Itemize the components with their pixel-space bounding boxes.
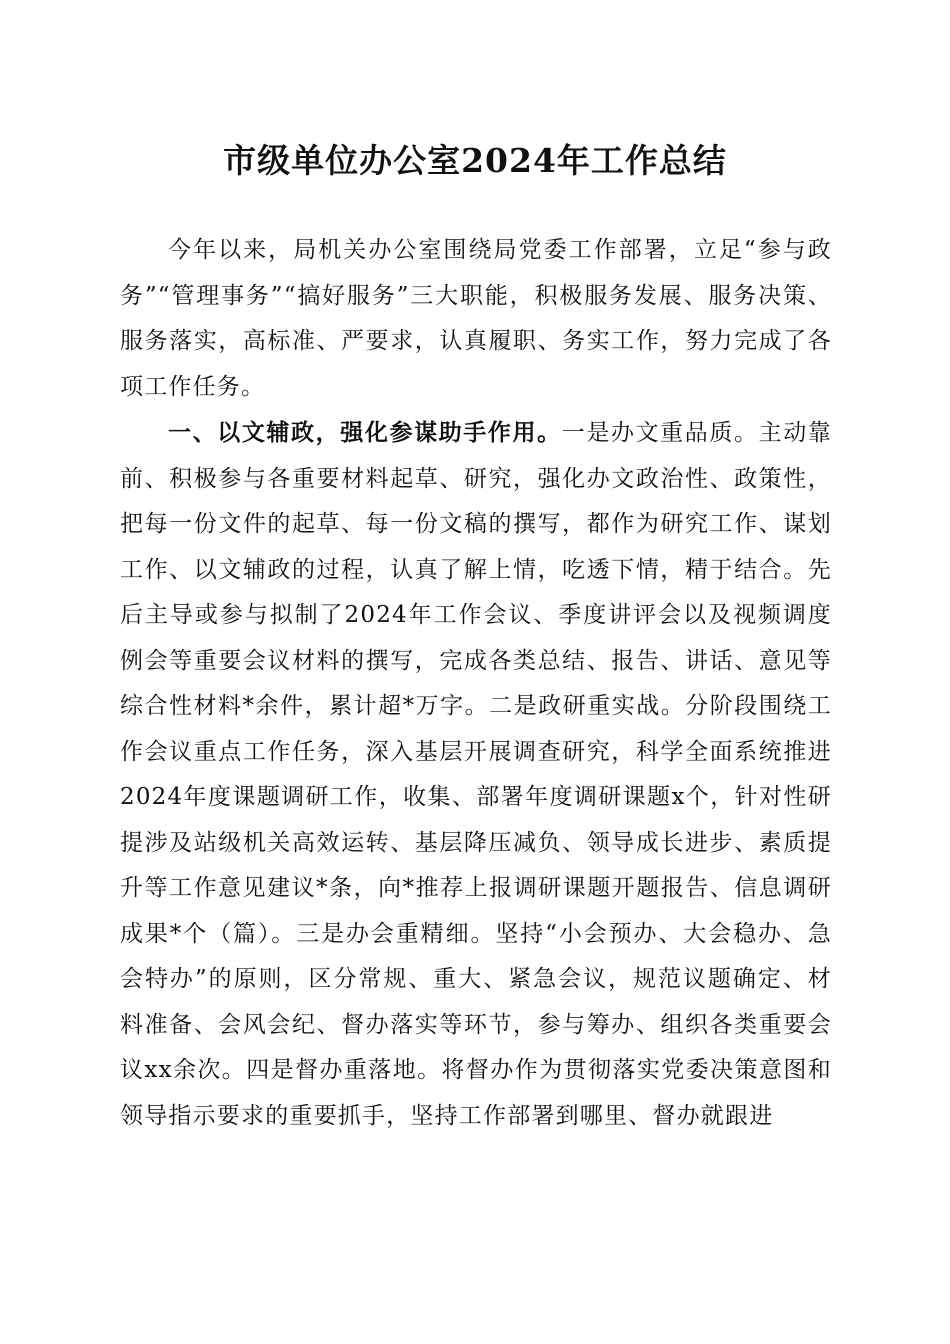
document-title: 市级单位办公室2024年工作总结	[223, 141, 727, 180]
document-body	[120, 228, 832, 1139]
section-one-heading: 一、以文辅政，强化参谋助手作用。	[168, 419, 562, 446]
intro-paragraph	[120, 228, 832, 410]
section-one-paragraph	[120, 410, 832, 1139]
section-one-text: 一是办文重品质。主动靠前、积极参与各重要材料起草、研究，强化办文政治性、政策性，把每一份文件的起草、每一份文稿的撰写，都作为研究工作、谋划工作、以文辅政的过程，认真了解上情，吃透下情，精于结合。先后主导或参与拟制了2024年工作会议、季度讲评会以及视频调度例会等重要会议材料的撰写，完成各类总结、报告、讲话、意见等综合性材料*余件，累计超*万字。二是政研重实战。分阶段围绕工作会议重点工作任务，深入基层开展调查研究，科学全面系统推进2024年度课题调研工作，收集、部署年度调研课题x个，针对性研提涉及站级机关高效运转、基层降压减负、领导成长进步、素质提升等工作意见建议*条，向*推荐上报调研课题开题报告、信息调研成果*个（篇）。三是办会重精细。坚持“小会预办、大会稳办、急会特办”的原则，区分常规、重大、紧急会议，规范议题确定、材料准备、会风会纪、督办落实等环节，参与筹办、组织各类重要会议xx余次。四是督办重落地。将督办作为贯彻落实党委决策意图和领导指示要求的重要抓手，坚持工作部署到哪里、督办就跟进	[120, 420, 833, 1129]
intro-paragraph-text: 今年以来，局机关办公室围绕局党委工作部署，立足“参与政务”“管理事务”“搞好服务”三大职能，积极服务发展、服务决策、服务落实，高标准、严要求，认真履职、务实工作，努力完成了各项工作任务。	[120, 237, 832, 400]
